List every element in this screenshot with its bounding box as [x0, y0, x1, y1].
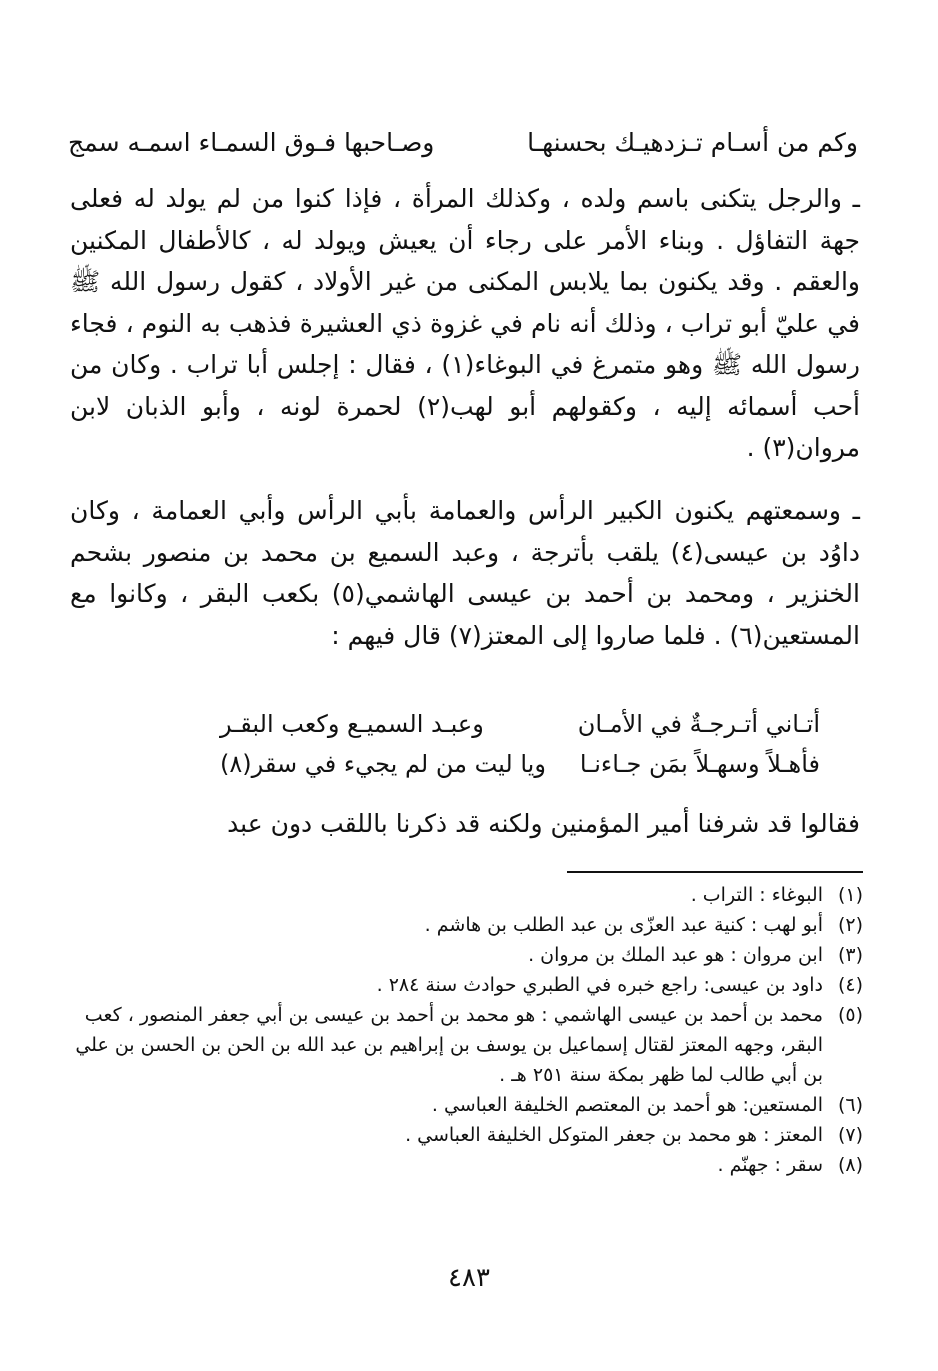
footnote-text: المعتز : هو محمد بن جعفر المتوكل الخليفة العباسي .	[405, 1124, 823, 1146]
verse-first-hemistich: وكم من أسـام تـزدهيـك بحسنهـا	[527, 128, 858, 157]
paragraph-kunya: ـ والرجل يتكنى باسم ولده ، وكذلك المرأة ، فإذا كنوا من لم يولد له فعلى جهة التفاؤل . وبناء الأمر على رجاء أن يعيش ويولد له ، كالأطفال المكنين والعقم . وقد يكنون بما يلابس المكنى من غير الأولاد ، كقول رسول الله ﷺ في عليّ أبو تراب ، وذلك أنه نام في غزوة ذي العشيرة فذهب به النوم ، فجاء رسول الله ﷺ وهو متمرغ في البوغاء(١) ، فقال : إجلس أبا تراب . وكان من أحب أسمائه إليه ، وكقولهم أبو لهب(٢) لحمرة لونه ، وأبو الذبان لابن مروان(٣) .	[70, 184, 860, 462]
paragraph-nicknames: ـ وسمعتهم يكنون الكبير الرأس والعمامة بأبي الرأس وأبي العمامة ، وكان داوُد بن عيسى(٤) يلقب بأترجة ، وعبد السميع بن محمد بن منصور بشحم الخنزير ، ومحمد بن أحمد بن عيسى الهاشمي(٥) بكعب البقر ، وكانوا مع المستعين(٦) . فلما صاروا إلى المعتز(٧) قال فيهم :	[70, 496, 860, 650]
footnote-text: البوغاء : التراب .	[690, 884, 823, 906]
footnote	[63, 910, 863, 940]
footnote	[63, 1090, 863, 1120]
poem-line	[220, 704, 820, 744]
footnote	[63, 1150, 863, 1180]
footnote	[63, 970, 863, 1000]
footnote-number: (٦)	[837, 1094, 863, 1116]
poem-hemistich: أتـاني أتـرجـةٌ في الأمـان	[577, 710, 820, 738]
footnote	[63, 1000, 863, 1090]
footnote-number: (٨)	[837, 1154, 863, 1176]
footnote	[63, 880, 863, 910]
footnote-number: (١)	[837, 884, 863, 906]
footnote-text: ابن مروان : هو عبد الملك بن مروان .	[528, 944, 823, 966]
footnote	[63, 1120, 863, 1150]
footnote-number: (٧)	[837, 1124, 863, 1146]
paragraph-continuation: فقالوا قد شرفنا أمير المؤمنين ولكنه قد ذكرنا باللقب دون عبد	[227, 809, 860, 838]
page-number: ٤٨٣	[448, 1263, 490, 1293]
footnotes	[63, 880, 863, 1180]
verse-second-hemistich: وصـاحبها فـوق السمـاء اسمـه سمج	[68, 128, 435, 157]
footnote-number: (٤)	[837, 974, 863, 996]
footnote-text: سقر : جهنّم .	[717, 1154, 823, 1176]
footnote	[63, 940, 863, 970]
footnote-number: (٥)	[837, 1004, 863, 1026]
footnote-text: أبو لهب : كنية عبد العزّى بن عبد الطلب بن هاشم .	[424, 914, 823, 936]
poem-block	[220, 704, 820, 784]
footnote-text: داود بن عيسى: راجع خبره في الطبري حوادث سنة ٢٨٤ .	[376, 974, 823, 996]
footnote-number: (٣)	[837, 944, 863, 966]
poem-hemistich: وعبـد السميـع وكعب البقـر	[220, 710, 484, 738]
footnote-text: محمد بن أحمد بن عيسى الهاشمي : هو محمد بن أحمد بن عيسى بن أبي جعفر المنصور ، كعب البقر، وجهه المعتز لقتال إسماعيل بن يوسف بن إبراهيم بن عبد الله بن الحن بن الحسن بن علي بن أبي طالب لما ظهر بمكة سنة ٢٥١ هـ .	[75, 1004, 823, 1086]
poem-hemistich: فأهـلاً وسهـلاً بمَن جـاءنـا	[579, 750, 820, 778]
poem-hemistich: ويا ليت من لم يجيء في سقر(٨)	[220, 750, 546, 778]
footnote-number: (٢)	[837, 914, 863, 936]
footnote-text: المستعين: هو أحمد بن المعتصم الخليفة العباسي .	[431, 1094, 823, 1116]
footnote-divider	[567, 871, 863, 873]
opening-verse	[68, 123, 858, 163]
poem-line	[220, 744, 820, 784]
